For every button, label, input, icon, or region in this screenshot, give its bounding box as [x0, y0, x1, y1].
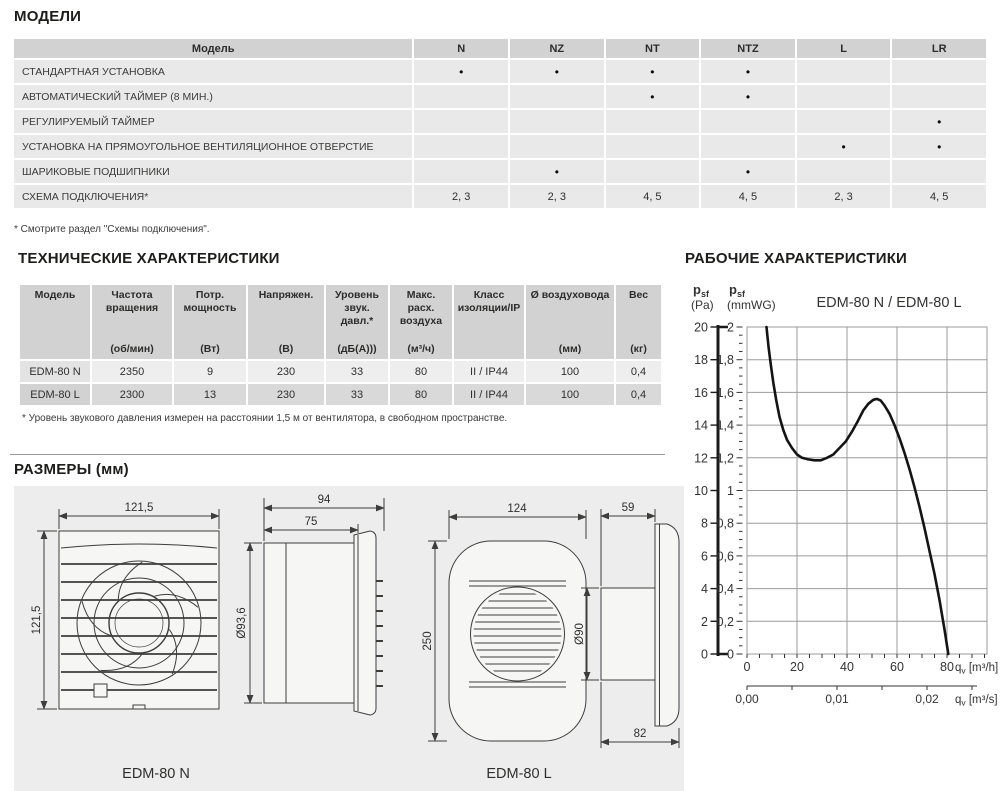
spec-value-cell: 80	[390, 384, 452, 405]
table-row	[14, 185, 986, 208]
tech-col-name: Уровень звук. давл.*	[335, 289, 379, 328]
svg-text:psf: $p_{sf}$	[693, 282, 709, 299]
models-col-l: L	[797, 39, 891, 58]
svg-text:14: 14	[694, 418, 708, 433]
feature-cell: 2, 3	[414, 185, 508, 208]
dot-marker: •	[554, 64, 559, 79]
feature-cell: 4, 5	[892, 185, 986, 208]
feature-label: РЕГУЛИРУЕМЫЙ ТАЙМЕР	[14, 110, 412, 133]
tech-col-unit: (об/мин)	[110, 343, 154, 356]
svg-text:1,6: 1,6	[716, 385, 734, 400]
x-axis-unit-label: $q_v$ [m³/h]	[955, 662, 999, 676]
svg-text:(Pa): (Pa)	[691, 298, 714, 312]
table-row	[14, 160, 986, 183]
tech-col-header	[326, 285, 388, 359]
spec-value-cell: 80	[390, 361, 452, 382]
feature-label: ШАРИКОВЫЕ ПОДШИПНИКИ	[14, 160, 412, 183]
performance-chart	[685, 278, 1000, 710]
feature-cell	[606, 135, 700, 158]
svg-text:0,8: 0,8	[716, 516, 734, 531]
feature-dot-cell	[892, 110, 986, 133]
models-col-nt: NT	[606, 39, 700, 58]
feature-cell	[510, 110, 604, 133]
tech-col-header	[92, 285, 172, 359]
performance-heading: РАБОЧИЕ ХАРАКТЕРИСТИКИ	[685, 250, 908, 267]
feature-label: СТАНДАРТНАЯ УСТАНОВКА	[14, 60, 412, 83]
models-heading: МОДЕЛИ	[14, 8, 82, 25]
tech-col-name: Класс изоляции/IP	[457, 289, 521, 315]
tech-col-header	[174, 285, 246, 359]
feature-cell	[701, 135, 795, 158]
feature-cell	[510, 135, 604, 158]
chart-x-axis	[744, 654, 999, 676]
spec-value-cell: II / IP44	[454, 361, 524, 382]
spec-value-cell: 33	[326, 384, 388, 405]
feature-cell	[606, 160, 700, 183]
feature-cell	[797, 160, 891, 183]
dim-l-front-width: 124	[507, 503, 527, 515]
dim-n-depth-total: 94	[317, 494, 331, 506]
feature-cell: 2, 3	[510, 185, 604, 208]
models-col-nz: NZ	[510, 39, 604, 58]
feature-cell: 4, 5	[606, 185, 700, 208]
svg-text:0,6: 0,6	[716, 549, 734, 564]
tech-col-unit: (В)	[278, 343, 294, 356]
tech-col-unit: (дБ(А)))	[337, 343, 377, 356]
chart-grid	[747, 327, 987, 654]
models-col-ntz: NTZ	[701, 39, 795, 58]
svg-text:1,4: 1,4	[716, 418, 734, 433]
models-footnote: * Смотрите раздел "Схемы подключения".	[14, 224, 210, 235]
dim-l-depth-front: 59	[621, 502, 635, 514]
tech-col-header	[526, 285, 614, 359]
feature-dot-cell	[606, 60, 700, 83]
spec-value-cell: 9	[174, 361, 246, 382]
svg-text:8: 8	[701, 516, 708, 531]
tech-heading: ТЕХНИЧЕСКИЕ ХАРАКТЕРИСТИКИ	[18, 250, 280, 267]
fan-l-side-drawing	[601, 524, 679, 726]
section-divider	[10, 454, 665, 455]
dot-marker: •	[937, 114, 942, 129]
models-feature-table	[12, 37, 988, 210]
svg-text:18: 18	[694, 353, 708, 368]
fan-n-label: EDM-80 N	[122, 766, 190, 782]
dim-n-front-width: 121,5	[124, 502, 154, 514]
pa-axis-caption	[691, 282, 714, 312]
tech-col-name: Модель	[34, 289, 76, 301]
tech-col-name: Макс. расх. воздуха	[399, 289, 443, 328]
svg-text:0: 0	[743, 660, 751, 674]
dimensions-panel	[14, 486, 684, 791]
tech-col-header	[454, 285, 524, 359]
model-name-cell: EDM-80 N	[20, 361, 90, 382]
svg-text:0: 0	[727, 647, 734, 662]
feature-dot-cell	[510, 60, 604, 83]
tech-table-body	[20, 361, 661, 405]
feature-cell	[510, 85, 604, 108]
models-table-header	[14, 39, 986, 58]
tech-col-unit: (м³/ч)	[407, 343, 435, 356]
dim-n-front-height: 121,5	[31, 605, 43, 635]
spec-value-cell: 230	[248, 361, 324, 382]
tech-col-header	[616, 285, 661, 359]
spec-value-cell: 33	[326, 361, 388, 382]
chart-title: EDM-80 N / EDM-80 L	[816, 295, 962, 311]
feature-dot-cell	[606, 85, 700, 108]
feature-label: СХЕМА ПОДКЛЮЧЕНИЯ*	[14, 185, 412, 208]
dim-l-front-height: 250	[422, 631, 434, 651]
feature-dot-cell	[701, 160, 795, 183]
model-name-cell: EDM-80 L	[20, 384, 90, 405]
table-row	[14, 85, 986, 108]
fan-l-label: EDM-80 L	[486, 766, 552, 782]
feature-dot-cell	[701, 85, 795, 108]
svg-text:0,4: 0,4	[716, 582, 734, 597]
feature-dot-cell	[892, 135, 986, 158]
dim-n-depth-body: 75	[304, 516, 318, 528]
svg-text:6: 6	[701, 549, 708, 564]
tech-footnote: * Уровень звукового давления измерен на расстоянии 1,5 м от вентилятора, в свободном пространстве.	[22, 413, 508, 424]
feature-label: УСТАНОВКА НА ПРЯМОУГОЛЬНОЕ ВЕНТИЛЯЦИОННОЕ ОТВЕРСТИЕ	[14, 135, 412, 158]
feature-cell	[414, 135, 508, 158]
svg-text:16: 16	[694, 385, 708, 400]
svg-text:20: 20	[694, 320, 708, 335]
svg-text:0,2: 0,2	[716, 614, 734, 629]
feature-cell	[797, 60, 891, 83]
feature-cell	[892, 85, 986, 108]
fan-l-front-drawing	[449, 541, 586, 741]
spec-value-cell: II / IP44	[454, 384, 524, 405]
dot-marker: •	[745, 164, 751, 179]
feature-dot-cell	[797, 135, 891, 158]
svg-text:20: 20	[790, 660, 804, 674]
tech-specs-table	[18, 283, 663, 407]
chart-y-axis-mmwg	[717, 321, 743, 662]
svg-text:0,01: 0,01	[825, 692, 849, 706]
table-row	[20, 361, 661, 382]
spec-value-cell: 0,4	[616, 384, 661, 405]
spec-value-cell: 2350	[92, 361, 172, 382]
spec-value-cell: 100	[526, 384, 614, 405]
spec-value-cell: 2300	[92, 384, 172, 405]
tech-col-name: Потр. мощность	[183, 289, 237, 315]
svg-text:2: 2	[727, 320, 734, 335]
feature-cell	[892, 160, 986, 183]
fan-n-front-drawing	[59, 531, 219, 709]
fan-n-side-drawing	[264, 531, 383, 715]
svg-text:psf: $p_{sf}$	[729, 282, 745, 299]
dot-marker: •	[841, 139, 846, 154]
table-row	[20, 384, 661, 405]
svg-text:0,00: 0,00	[735, 692, 759, 706]
models-col-model: Модель	[14, 39, 412, 58]
dot-marker: •	[459, 64, 464, 79]
feature-cell: 4, 5	[701, 185, 795, 208]
tech-col-header	[20, 285, 90, 359]
tech-col-name: Ø воздуховода	[530, 289, 610, 301]
tech-table-header	[20, 285, 661, 359]
dim-l-depth-total: 82	[633, 728, 647, 740]
dot-marker: •	[937, 139, 942, 154]
feature-cell	[414, 110, 508, 133]
spec-value-cell: 0,4	[616, 361, 661, 382]
svg-text:60: 60	[890, 660, 904, 674]
models-col-lr: LR	[892, 39, 986, 58]
dim-l-duct-diameter: Ø90	[574, 623, 586, 645]
feature-cell	[701, 110, 795, 133]
svg-text:40: 40	[840, 660, 854, 674]
svg-text:1: 1	[727, 484, 734, 498]
svg-text:0: 0	[701, 647, 708, 662]
models-col-n: N	[414, 39, 508, 58]
tech-col-unit: (кг)	[630, 343, 647, 356]
feature-cell	[414, 85, 508, 108]
svg-text:1,8: 1,8	[716, 353, 734, 368]
svg-text:2: 2	[701, 614, 708, 629]
x-axis-secondary-unit-label: $q_v$ [m³/s]	[955, 694, 998, 708]
svg-text:1,2: 1,2	[716, 451, 734, 466]
tech-col-unit: (мм)	[558, 343, 582, 356]
chart-y-axis-pa	[694, 321, 728, 662]
dot-marker: •	[745, 64, 751, 79]
tech-col-name: Частота вращения	[105, 289, 159, 315]
spec-value-cell: 13	[174, 384, 246, 405]
svg-text:12: 12	[694, 451, 708, 466]
feature-cell	[797, 85, 891, 108]
feature-cell	[414, 160, 508, 183]
svg-text:0,02: 0,02	[915, 692, 939, 706]
dimension-drawings	[14, 486, 684, 791]
table-row	[14, 60, 986, 83]
tech-col-header	[248, 285, 324, 359]
tech-col-name: Вес	[628, 289, 649, 301]
svg-text:4: 4	[701, 582, 708, 597]
tech-col-name: Напряжен.	[258, 289, 314, 301]
dimensions-heading: РАЗМЕРЫ (мм)	[14, 461, 129, 478]
table-row	[14, 110, 986, 133]
tech-col-unit: (Вт)	[200, 343, 220, 356]
table-row	[14, 135, 986, 158]
svg-text:10: 10	[694, 484, 708, 498]
svg-text:80: 80	[940, 660, 954, 674]
svg-text:(mmWG): (mmWG)	[727, 298, 776, 312]
feature-cell	[797, 110, 891, 133]
feature-dot-cell	[510, 160, 604, 183]
dim-n-duct-diameter: Ø93,6	[236, 607, 248, 639]
feature-cell	[606, 110, 700, 133]
feature-dot-cell	[701, 60, 795, 83]
mmwg-axis-caption	[727, 282, 776, 312]
spec-value-cell: 100	[526, 361, 614, 382]
feature-label: АВТОМАТИЧЕСКИЙ ТАЙМЕР (8 МИН.)	[14, 85, 412, 108]
dot-marker: •	[650, 64, 655, 79]
dot-marker: •	[650, 89, 655, 104]
feature-cell	[892, 60, 986, 83]
models-table-body	[14, 60, 986, 208]
feature-dot-cell	[414, 60, 508, 83]
dot-marker: •	[745, 89, 751, 104]
spec-value-cell: 230	[248, 384, 324, 405]
feature-cell: 2, 3	[797, 185, 891, 208]
tech-col-header	[390, 285, 452, 359]
dot-marker: •	[554, 164, 559, 179]
chart-x-axis-secondary	[735, 686, 997, 708]
